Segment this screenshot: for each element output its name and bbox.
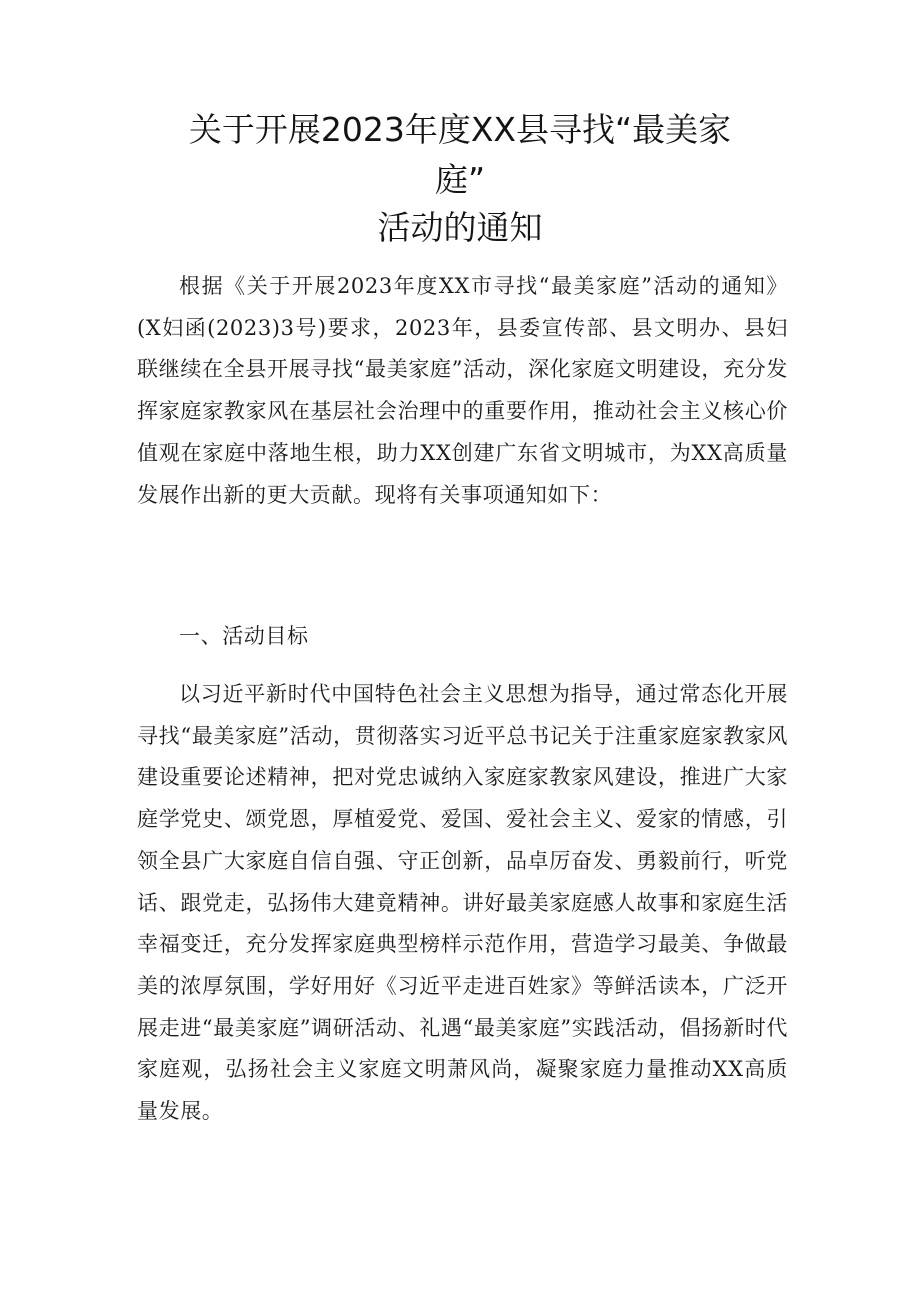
intro-paragraph: 根据《关于开展2023年度XX市寻找“最美家庭”活动的通知》(X妇函(2023)3号)要求，2023年，县委宣传部、县文明办、县妇联继续在全县开展寻找“最美家庭”活动，深化家庭文明建设，充分发挥家庭家教家风在基层社会治理中的重要作用，推动社会主义核心价值观在家庭中落地生根，助力XX创建广东省文明城市，为XX高质量发展作出新的更大贡献。现将有关事项通知如下： (137, 274, 788, 507)
section-heading-activity-goals: 一、活动目标 (179, 624, 309, 648)
activity-goals-paragraph: 以习近平新时代中国特色社会主义思想为指导，通过常态化开展寻找“最美家庭”活动，贯彻落实习近平总书记关于注重家庭家教家风建设重要论述精神，把对党忠诚纳入家庭家教家风建设，推进广大家庭学党史、颂党恩，厚植爱党、爱国、爱社会主义、爱家的情感，引领全县广大家庭自信自强、守正创新，品卓厉奋发、勇毅前行，听党话、跟党走，弘扬伟大建竟精神。讲好最美家庭感人故事和家庭生活幸福变迁，充分发挥家庭典型榜样示范作用，营造学习最美、争做最美的浓厚氛围，学好用好《习近平走进百姓家》等鲜活读本，广泛开展走进“最美家庭”调研活动、礼遇“最美家庭”实践活动，倡扬新时代家庭观，弘扬社会主义家庭文明萧风尚，凝聚家庭力量推动XX高质量发展。 (137, 682, 788, 1124)
document-title-line-2: 庭” (434, 160, 486, 199)
document-title-line-1: 关于开展2023年度XX县寻找“最美家 (188, 110, 732, 149)
document-title-line-3: 活动的通知 (377, 208, 543, 247)
